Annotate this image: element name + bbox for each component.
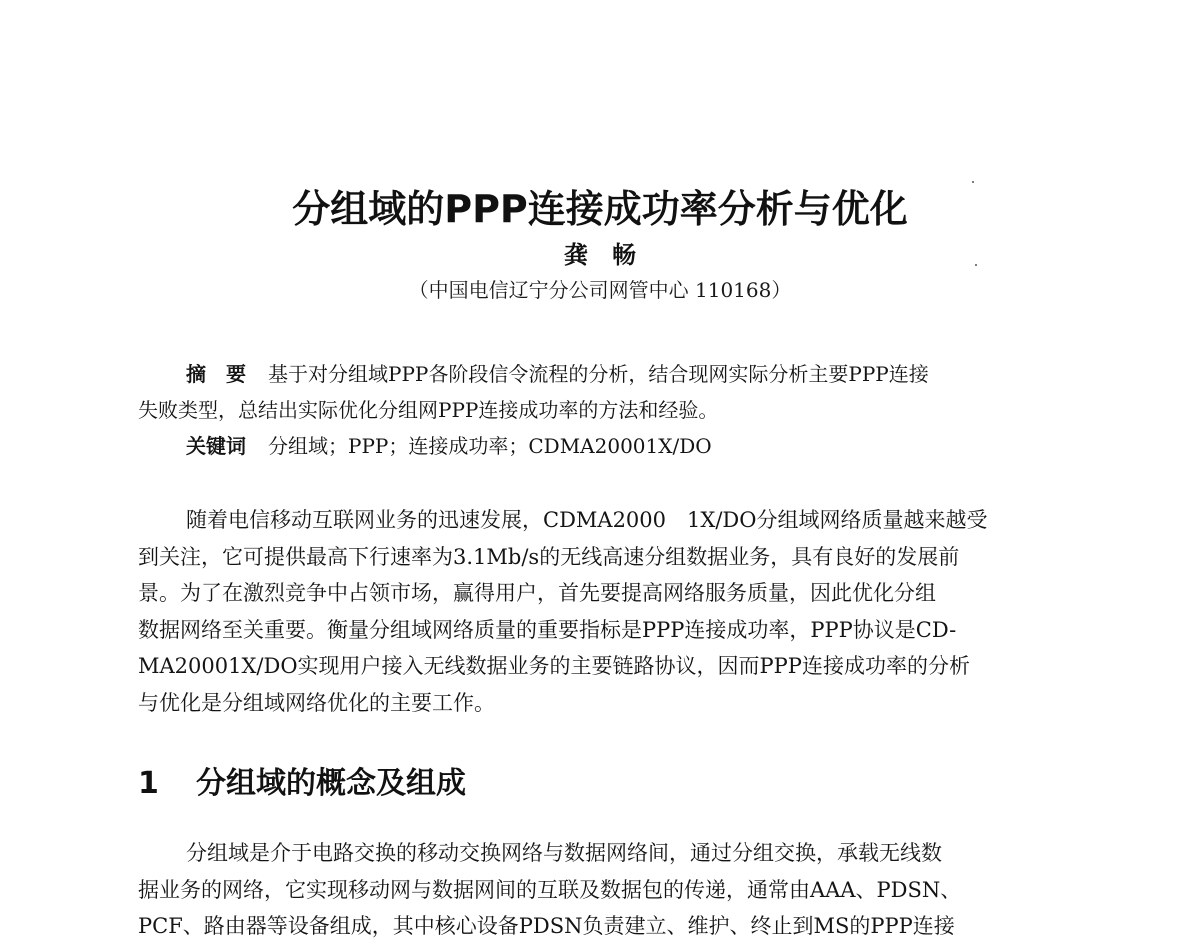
paragraph-line: 据业务的网络，它实现移动网与数据网间的互联及数据包的传递，通常由AAA、PDSN、 xyxy=(138,877,962,902)
abstract-line: 失败类型，总结出实际优化分组网PPP连接成功率的方法和经验。 xyxy=(138,398,719,422)
abstract-line xyxy=(138,356,1086,392)
paragraph-line: PCF、路由器等设备组成，其中核心设备PDSN负责建立、维护、终止到MS的PPP连接 xyxy=(138,914,955,938)
paragraph-line: MA20001X/DO实现用户接入无线数据业务的主要链路协议，因而PPP连接成功率的分析 xyxy=(138,654,970,678)
section-number: 1 xyxy=(138,766,159,801)
section-title: 分组域的概念及组成 xyxy=(196,766,466,801)
keywords-label: 关键词 xyxy=(186,434,246,458)
paragraph-line: 分组域是介于电路交换的移动交换网络与数据网络间，通过分组交换，承载无线数 xyxy=(186,841,942,865)
paragraph-line: 数据网络至关重要。衡量分组域网络质量的重要指标是PPP连接成功率，PPP协议是CD- xyxy=(138,617,957,642)
section-heading xyxy=(138,758,466,802)
author-name: 龚 畅 xyxy=(564,241,636,269)
intro-paragraph xyxy=(138,502,1086,721)
author-affiliation: （中国电信辽宁分公司网管中心 110168） xyxy=(408,278,792,302)
paragraph-line: 与优化是分组域网络优化的主要工作。 xyxy=(138,690,495,715)
paragraph-line: 景。为了在激烈竞争中占领市场，赢得用户，首先要提高网络服务质量，因此优化分组 xyxy=(138,581,936,605)
scan-speck xyxy=(975,264,977,266)
paragraph-line: 到关注，它可提供最高下行速率为3.1Mb/s的无线高速分组数据业务，具有良好的发展前 xyxy=(138,544,960,569)
paper-title: 分组域的PPP连接成功率分析与优化 xyxy=(292,187,908,231)
abstract-section xyxy=(138,356,1086,464)
keywords-line xyxy=(138,428,1086,464)
scan-speck xyxy=(972,181,974,183)
keywords-text: 分组域；PPP；连接成功率；CDMA20001X/DO xyxy=(268,434,712,458)
abstract-label: 摘 要 xyxy=(186,362,246,386)
paragraph-line: 随着电信移动互联网业务的迅速发展，CDMA2000 1X/DO分组域网络质量越来越受 xyxy=(186,508,988,532)
section1-paragraph xyxy=(138,835,1086,945)
abstract-text: 基于对分组域PPP各阶段信令流程的分析，结合现网实际分析主要PPP连接 xyxy=(268,362,929,386)
